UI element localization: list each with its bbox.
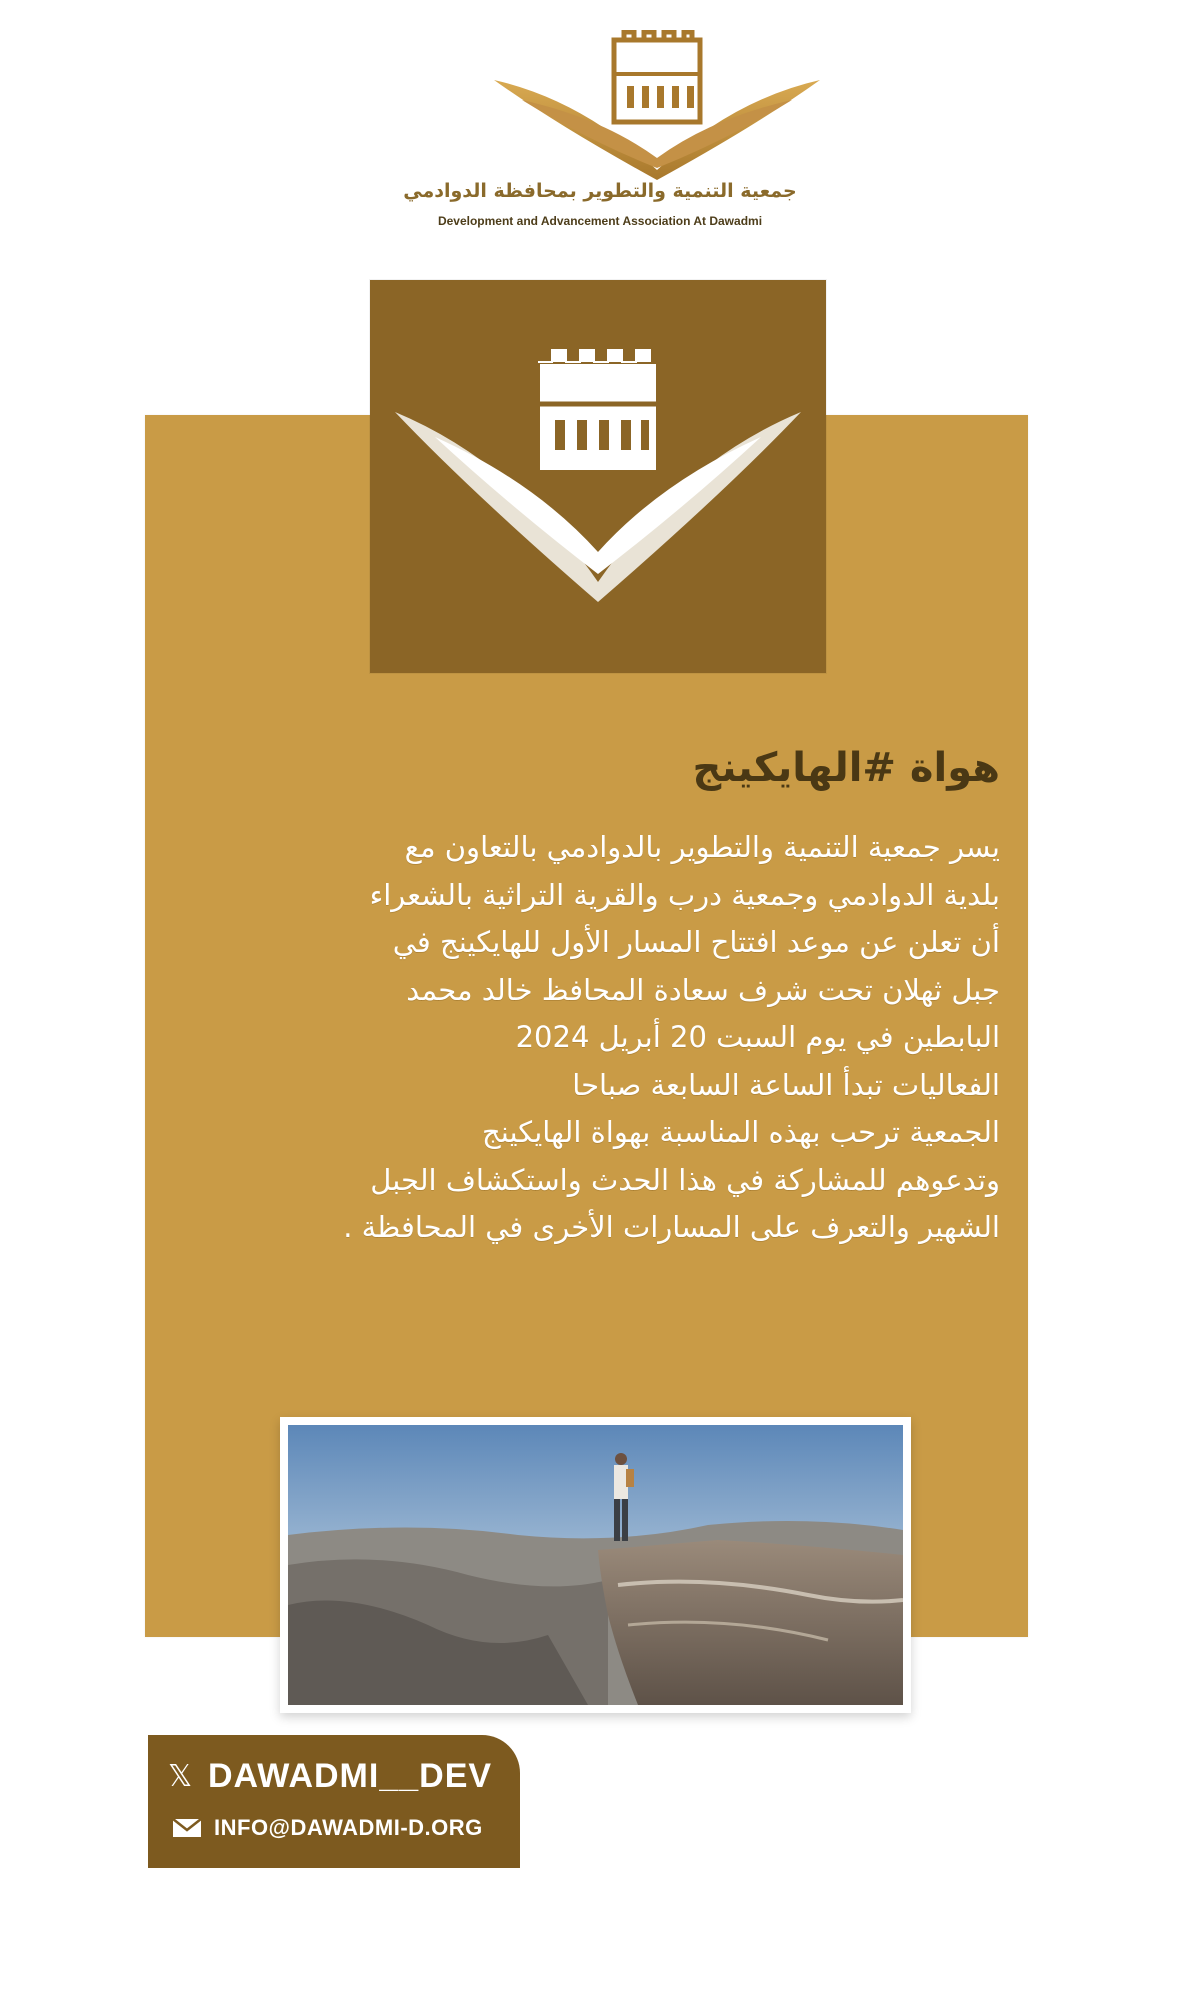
body-line: البابطين في يوم السبت 20 أبريل 2024 [515, 1020, 1000, 1054]
body-line: أن تعلن عن موعد افتتاح المسار الأول للهايكينج في [392, 925, 1000, 959]
x-logo-icon: 𝕏 [168, 1759, 193, 1794]
body-line: الفعاليات تبدأ الساعة السابعة صباحا [572, 1067, 1000, 1102]
announcement-body [175, 824, 1000, 1252]
header [0, 30, 1200, 240]
body-line: بلدية الدوادمي وجمعية درب والقرية التراثية بالشعراء [369, 877, 1000, 912]
mail-icon [172, 1818, 202, 1838]
hiker-photo [280, 1417, 911, 1713]
hiker-on-cliff-photo [288, 1425, 903, 1705]
post-title: هواة #الهايكينج [692, 745, 1000, 791]
social-handle-row[interactable] [168, 1757, 492, 1796]
fort-wings-emblem-icon [395, 342, 801, 602]
fort-wings-logo-icon [492, 30, 822, 180]
announcement-content [175, 740, 1000, 1252]
body-line: وتدعوهم للمشاركة في هذا الحدث واستكشاف الجبل [370, 1162, 1000, 1197]
org-name-english: Development and Advancement Association At Dawadmi [437, 214, 763, 228]
email-link[interactable]: INFO@DAWADMI-D.ORG [214, 1815, 483, 1840]
social-handle[interactable]: DAWADMI__DEV [208, 1757, 493, 1795]
body-line: الشهير والتعرف على المسارات الأخرى في المحافظة . [343, 1210, 1000, 1244]
body-line: يسر جمعية التنمية والتطوير بالدوادمي بالتعاون مع [404, 830, 1000, 864]
logo-box [370, 280, 826, 673]
body-line: جبل ثهلان تحت شرف سعادة المحافظ خالد محمد [406, 972, 1000, 1007]
org-name-arabic: جمعية التنمية والتطوير بمحافظة الدوادمي [403, 180, 797, 202]
contact-bar [148, 1735, 520, 1868]
body-line: الجمعية ترحب بهذه المناسبة بهواة الهايكينج [481, 1115, 1000, 1149]
email-row[interactable] [168, 1815, 483, 1841]
